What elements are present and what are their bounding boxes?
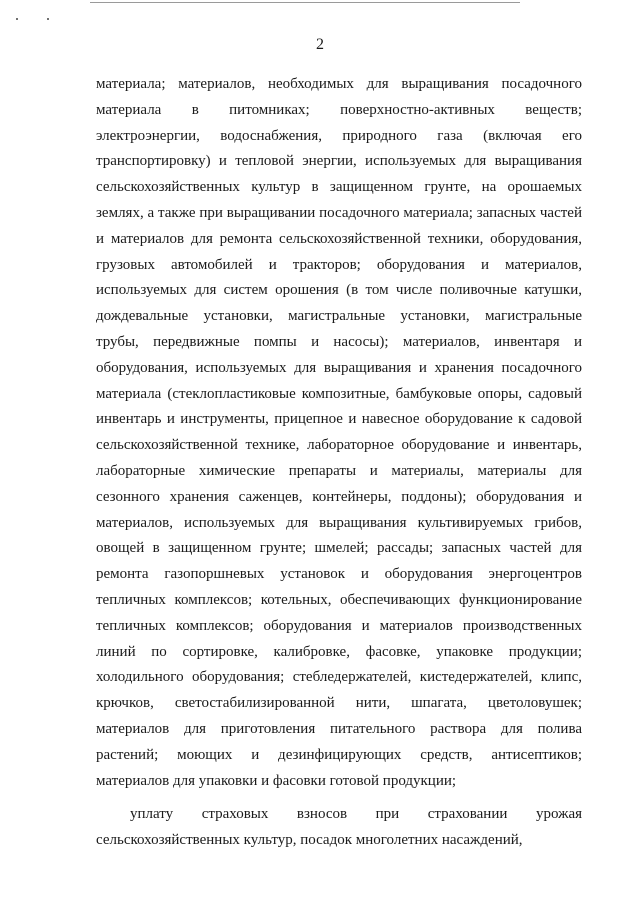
top-edge-line (90, 2, 520, 3)
paragraph-continuation: материала; материалов, необходимых для выращивания посадочного материала в питомниках; поверхностно-активных веществ; электроэнергии, водоснабжения, природного газа (включая его транспортировку) и тепловой энергии, используемых для выращивания сельскохозяйственных культур в защищенном грунте, на орошаемых землях, а также при выращивании посадочного материала; запасных частей и материалов для ремонта сельскохозяйственной техники, оборудования, грузовых автомобилей и тракторов; оборудования и материалов, используемых для систем орошения (в том числе поливочные катушки, дождевальные установки, магистральные установки, магистральные трубы, передвижные помпы и насосы); материалов, инвентаря и оборудования, используемых для выращивания и хранения посадочного материала (стеклопластиковые композитные, бамбуковые опоры, садовый инвентарь и инструменты, прицепное и навесное оборудование к садовой сельскохозяйственной технике, лабораторное оборудование и инвентарь, лабораторные химические препараты и материалы, материалы для сезонного хранения саженцев, контейнеры, поддоны); оборудования и материалов, используемых для выращивания культивируемых грибов, овощей в защищенном грунте; шмелей; рассады; запасных частей для ремонта газопоршневых установок и оборудования энергоцентров тепличных комплексов; котельных, обеспечивающих функционирование тепличных комплексов; оборудования и материалов производственных линий по сортировке, калибровке, фасовке, упаковке продукции; холодильного оборудования; стебледержателей, кистедержателей, клипс, крючков, светостабилизированной нити, шпагата, цветоловушек; материалов для приготовления питательного раствора для полива растений; моющих и дезинфицирующих средств, антисептиков; материалов для упаковки и фасовки готовой продукции; (96, 76, 582, 789)
body-text (96, 72, 582, 854)
scan-speck (47, 18, 49, 20)
paragraph-insurance: уплату страховых взносов при страховании урожая сельскохозяйственных культур, посадок многолетних насаждений, (96, 806, 582, 849)
scan-speck (16, 18, 18, 20)
page-number: 2 (316, 36, 324, 53)
